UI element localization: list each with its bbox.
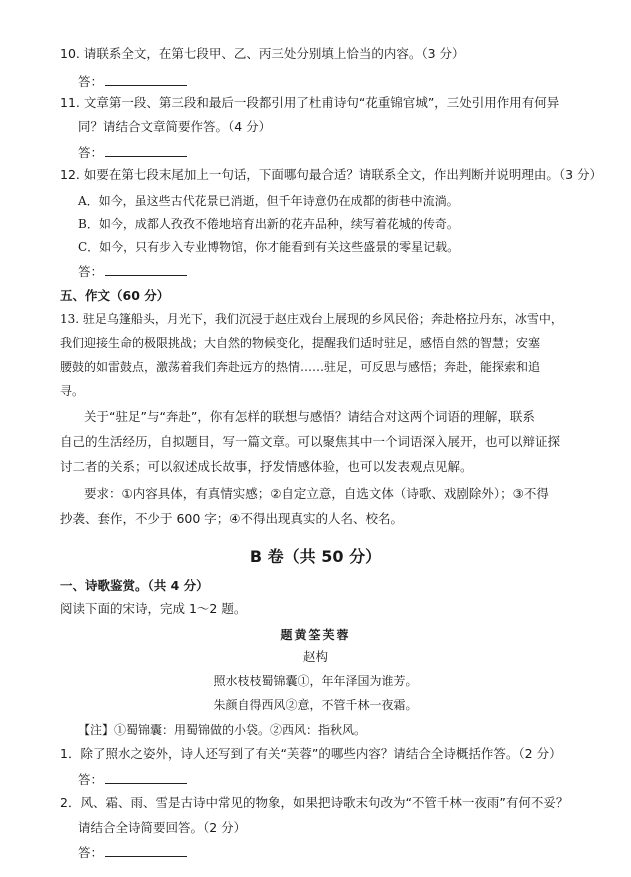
answer-11 bbox=[78, 146, 187, 160]
poem-line-2: 朱颜自得西风②意，不管千林一夜霜。 bbox=[213, 698, 418, 712]
poem-author: 赵构 bbox=[302, 649, 328, 664]
answer-blank-11[interactable] bbox=[105, 146, 187, 157]
question-13-line-3: 腰鼓的如雷鼓点，激荡着我们奔赴远方的热情……驻足，可反思与感悟；奔赴，能探索和追 bbox=[60, 360, 541, 374]
answer-blank-p1[interactable] bbox=[105, 773, 187, 784]
poetry-question-2-line-1: 2．风、霜、雨、雪是古诗中常见的物象，如果把诗歌末句改为“不管千林一夜雨”有何不妥？ bbox=[60, 795, 569, 810]
poem-title: 题黄筌芙蓉 bbox=[280, 628, 351, 642]
question-13-line-4: 寻。 bbox=[60, 384, 85, 398]
question-13-line-2: 我们迎接生命的极限挑战；大自然的物候变化，提醒我们适时驻足，感悟自然的智慧；安塞 bbox=[60, 336, 541, 350]
poem-note: 【注】①蜀锦囊：用蜀锦做的小袋。②西风：指秋风。 bbox=[78, 723, 367, 737]
answer-label: 答： bbox=[78, 264, 104, 279]
question-11-line-2: 同？请结合文章简要作答。（4 分） bbox=[78, 119, 272, 134]
requirement-line-1: 要求：①内容具体，有真情实感；②自定立意，自选文体（诗歌、戏剧除外）；③不得 bbox=[84, 486, 549, 501]
answer-blank-p2[interactable] bbox=[105, 846, 187, 857]
prompt-line-2: 自己的生活经历，自拟题目，写一篇文章。可以聚焦其中一个词语深入展开，也可以辩证探 bbox=[60, 434, 561, 449]
option-b: B．如今，成都人孜孜不倦地培育出新的花卉品种，续写着花城的传奇。 bbox=[78, 217, 459, 231]
option-a: A．如今，虽这些古代花景已消逝，但千年诗意仍在成都的街巷中流淌。 bbox=[78, 194, 459, 208]
poetry-question-1: 1．除了照水之姿外，诗人还写到了有关“芙蓉”的哪些内容？请结合全诗概括作答。（2 分） bbox=[60, 746, 562, 761]
answer-p2 bbox=[78, 846, 187, 860]
poetry-question-2-line-2: 请结合全诗简要回答。（2 分） bbox=[78, 820, 247, 835]
answer-12 bbox=[78, 265, 187, 279]
option-c: C．如今，只有步入专业博物馆，你才能看到有关这些盛景的零星记载。 bbox=[78, 240, 460, 254]
section-5-title: 五、作文（60 分） bbox=[60, 288, 170, 303]
question-10: 10. 请联系全文，在第七段甲、乙、丙三处分别填上恰当的内容。（3 分） bbox=[60, 46, 465, 61]
volume-b-title: B 卷（共 50 分） bbox=[249, 547, 382, 566]
answer-label: 答： bbox=[78, 74, 104, 89]
answer-blank-10[interactable] bbox=[105, 75, 187, 86]
poem-line-1: 照水枝枝蜀锦囊①，年年泽国为谁芳。 bbox=[213, 674, 418, 688]
answer-blank-12[interactable] bbox=[105, 265, 187, 276]
prompt-line-1: 关于“驻足”与“奔赴”，你有怎样的联想与感悟？请结合对这两个词语的理解，联系 bbox=[84, 409, 535, 424]
answer-p1 bbox=[78, 773, 187, 787]
answer-label: 答： bbox=[78, 145, 104, 160]
poetry-section-title: 一、诗歌鉴赏。（共 4 分） bbox=[60, 578, 209, 593]
requirement-line-2: 抄袭、套作，不少于 600 字；④不得出现真实的人名、校名。 bbox=[60, 511, 404, 526]
question-11-line-1: 11. 文章第一段、第三段和最后一段都引用了杜甫诗句“花重锦官城”，三处引用作用有何异 bbox=[60, 95, 560, 110]
poetry-instruction: 阅读下面的宋诗，完成 1～2 题。 bbox=[60, 601, 247, 616]
answer-label: 答： bbox=[78, 772, 104, 787]
answer-label: 答： bbox=[78, 845, 104, 860]
question-13-line-1: 13. 驻足乌篷船头，月光下，我们沉浸于赵庄戏台上展现的乡风民俗；奔赴格拉丹东，冰雪中， bbox=[60, 312, 563, 326]
answer-10 bbox=[78, 75, 187, 89]
prompt-line-3: 讨二者的关系；可以叙述成长故事，抒发情感体验，也可以发表观点见解。 bbox=[60, 459, 473, 474]
question-12: 12. 如要在第七段末尾加上一句话，下面哪句最合适？请联系全文，作出判断并说明理由。（3 分） bbox=[60, 167, 603, 182]
